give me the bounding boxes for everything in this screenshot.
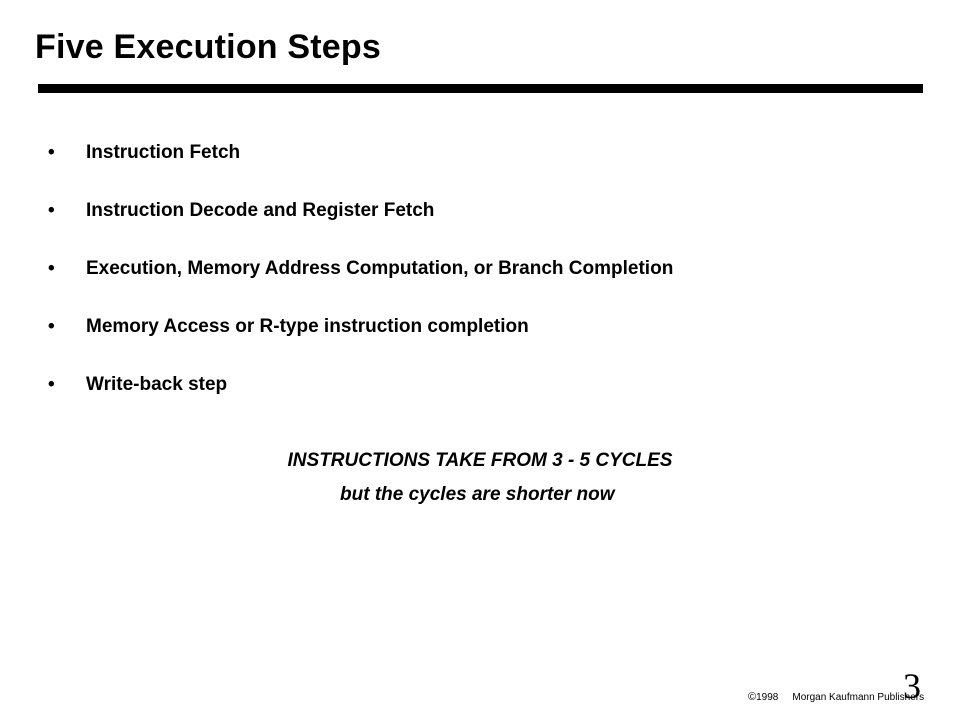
bullet-icon: • xyxy=(48,258,55,279)
slide-title: Five Execution Steps xyxy=(35,28,381,66)
bullet-text: Write-back step xyxy=(86,374,228,395)
list-item xyxy=(48,255,673,313)
bullet-list xyxy=(48,139,673,429)
page-number: 3 xyxy=(903,666,921,706)
list-item xyxy=(48,313,673,371)
publisher-name: Morgan Kaufmann Publishers xyxy=(792,692,925,703)
emphasis-line-2: but the cycles are shorter now xyxy=(340,484,615,505)
title-underline-rule xyxy=(38,84,923,93)
copyright-year: 1998 xyxy=(756,692,779,703)
bullet-icon: • xyxy=(48,142,55,163)
copyright-icon: © xyxy=(748,691,757,703)
bullet-text: Instruction Fetch xyxy=(86,142,241,163)
bullet-text: Instruction Decode and Register Fetch xyxy=(86,200,435,221)
list-item xyxy=(48,197,673,255)
bullet-icon: • xyxy=(48,200,55,221)
emphasis-line-1: INSTRUCTIONS TAKE FROM 3 - 5 CYCLES xyxy=(287,450,673,471)
list-item xyxy=(48,139,673,197)
list-item xyxy=(48,371,673,429)
footer-copyright xyxy=(748,691,924,703)
bullet-icon: • xyxy=(48,316,55,337)
bullet-text: Memory Access or R-type instruction completion xyxy=(86,316,529,337)
bullet-text: Execution, Memory Address Computation, or Branch Completion xyxy=(86,258,674,279)
bullet-icon: • xyxy=(48,374,55,395)
